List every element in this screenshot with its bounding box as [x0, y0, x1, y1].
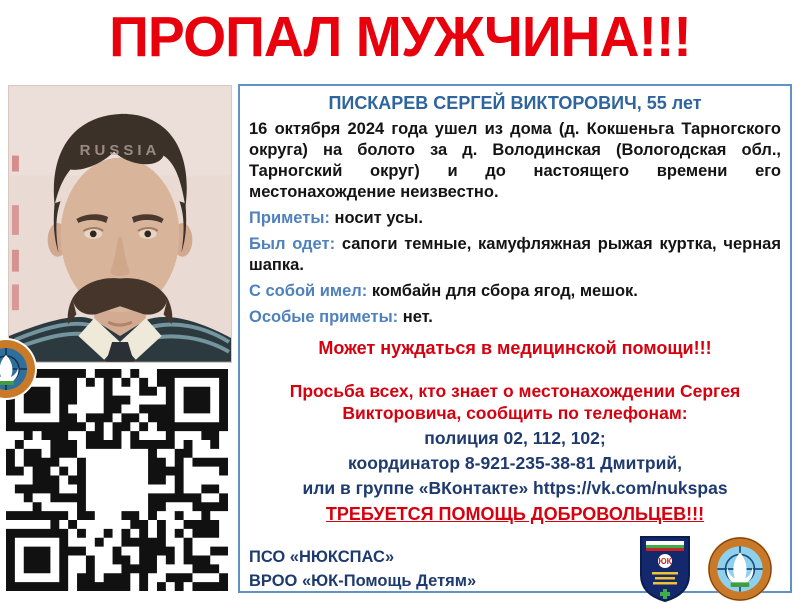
detail-value: нет.	[402, 308, 433, 326]
shield-logo	[639, 535, 691, 603]
detail-primety	[249, 208, 781, 229]
detail-value: носит усы.	[334, 209, 423, 227]
detail-s-soboy	[249, 281, 781, 302]
portrait-illustration	[9, 86, 231, 362]
organizations	[249, 545, 476, 593]
detail-label: Особые приметы:	[249, 308, 399, 326]
qr-pattern	[6, 369, 228, 591]
person-name-heading: ПИСКАРЕВ СЕРГЕЙ ВИКТОРОВИЧ, 55 лет	[328, 93, 702, 113]
org-nukspas: ПСО «НЮКСПАС»	[249, 548, 395, 566]
detail-label: Был одет:	[249, 235, 336, 253]
medical-alert: Может нуждаться в медицинской помощи!!!	[318, 338, 712, 358]
detail-value: комбайн для сбора ягод, мешок.	[371, 282, 638, 300]
detail-label: Приметы:	[249, 209, 330, 227]
contact-coordinator: координатор 8-921-235-38-81 Дмитрий,	[348, 453, 682, 473]
qr-code	[6, 369, 228, 591]
request-line1: Просьба всех, кто знает о местонахождении Сергея	[289, 381, 741, 401]
missing-person-photo	[8, 85, 232, 363]
volunteers-call: ТРЕБУЕТСЯ ПОМОЩЬ ДОБРОВОЛЬЦЕВ!!!	[325, 504, 705, 524]
detail-label: С собой имел:	[249, 282, 368, 300]
poster-title: ПРОПАЛ МУЖЧИНА!!!	[109, 5, 691, 69]
rescue-team-round-logo	[707, 536, 773, 602]
request-line2: Викторовича, сообщить по телефонам:	[342, 403, 688, 423]
contact-vk-link: или в группе «ВКонтакте» https://vk.com/nukspas	[302, 478, 728, 498]
detail-value: сапоги темные, камуфляжная рыжая куртка, черная шапка.	[249, 235, 781, 274]
footer-row	[249, 535, 781, 603]
svg-text:ЮК: ЮК	[658, 557, 672, 566]
org-yuk: ВРОО «ЮК-Помощь Детям»	[249, 572, 477, 590]
disappearance-description: 16 октября 2024 года ушел из дома (д. Кокшеньга Тарногского округа) на болото за д. Володинская (Вологодская обл., Тарногский округ) и до настоящего времени его местонахождение неизвестно.	[249, 120, 781, 201]
contact-police: полиция 02, 112, 102;	[424, 428, 606, 448]
footer-logos	[639, 535, 773, 603]
request-text	[249, 380, 781, 424]
photo-watermark: RUSSIA	[79, 142, 161, 159]
detail-osobye	[249, 307, 781, 328]
info-panel	[238, 84, 792, 593]
rescue-team-round-logo-small	[0, 337, 38, 401]
detail-byl-odet	[249, 234, 781, 276]
